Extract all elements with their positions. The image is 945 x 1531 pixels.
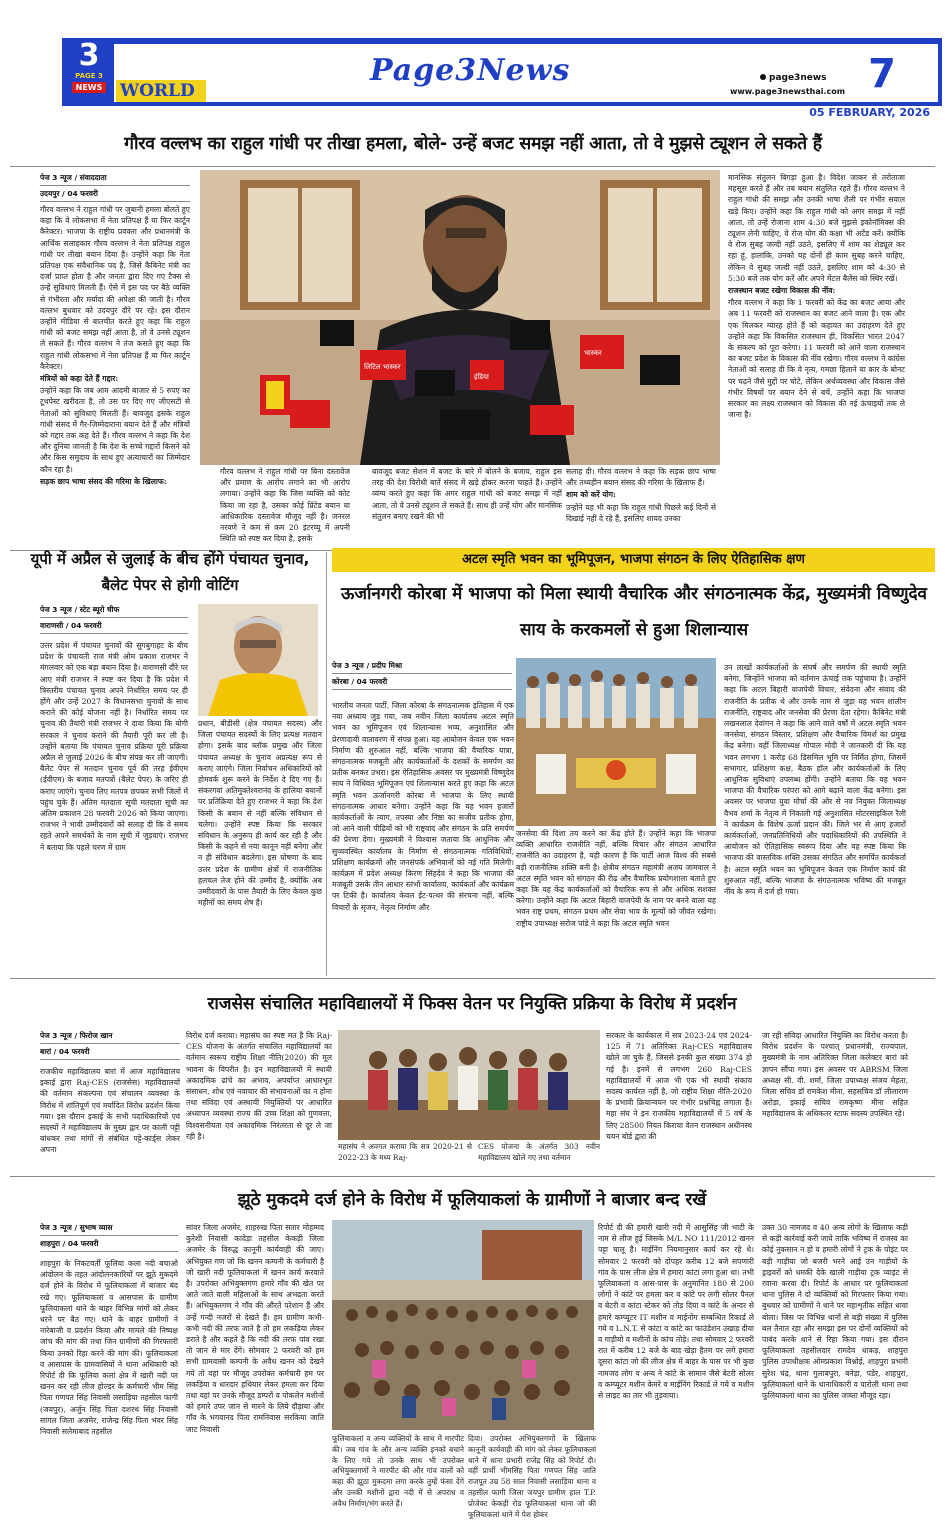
section-label — [116, 80, 206, 102]
mic-label-1: लिटिल भास्कर — [364, 363, 401, 371]
story5-byline-box — [40, 1222, 178, 1254]
story1-body-col2: गौरव वल्लभ ने राहुल गांधी पर बिना दस्तावेज और प्रमाण के आरोप लगाने का भी आरोप लगाया। उन्होंने कहा कि जिस व्यक्ति को कोट किया जा रहा है, उसका कोई प्रिंटेड बयान या आधिकारिक दस्तावेज मौजूद नहीं है। जनरल नरवणे ने कम से कम 20 इंटरव्यू में अपनी स्थिति को स्पष्ट कर दिया है, इसके — [220, 467, 350, 544]
logo-numeral: 3 — [78, 38, 100, 73]
story3-kicker-text: अटल स्मृति भवन का भूमिपूजन, भाजपा संगठन के लिए ऐतिहासिक क्षण — [462, 552, 805, 567]
story1-body-col5 — [728, 172, 905, 544]
story5-byline: पेज 3 न्यूज / सुभाष व्यास — [40, 1223, 113, 1232]
story1-body-col3: बावजूद बजट सेशन में बजट के बारे में बोलने के बजाय, राहुल इस तरह की देश विरोधी बातें संसद में खड़े होकर करना चाहते हैं। उन्होंने व्यंग्य करते हुए कहा कि अगर राहुल गांधी को बजट समझ में नहीं आता, तो वे उनसे ट्यूशन ले सकते हैं। साथ ही उन्हें योग और मानसिक संतुलन बनाए रखने की भी — [372, 467, 562, 521]
logo-news: NEWS — [72, 82, 106, 93]
window-right — [600, 180, 710, 310]
story1-para1: गौरव वल्लभ ने राहुल गांधी पर जुबानी हमला बोलते हुए कहा कि वे लोकसभा में नेता प्रतिपक्ष हैं या फिर कार्टून कैरेक्टर। भाजपा के राष्ट्रीय प्रवक्ता और प्रधानमंत्री के आर्थिक सलाहकार गौरव वल्लभ ने नेता प्रतिपक्ष राहुल गांधी पर तीखा बयान दिया है। उन्होंने कहा कि नेता प्रतिपक्ष एक संवैधानिक पद है, जिसे कैबिनेट मंत्री का दर्जा प्राप्त होता है और जनता द्वारा दिए गए टैक्स से उन्हें सुविधाएं मिलती हैं। ऐसे में इस पद पर बैठे व्यक्ति से गंभीरता और मर्यादा की अपेक्षा की जाती है। गौरव वल्लभ बुधवार को उदयपुर दौरे पर रहे। इस दौरान उन्होंने मीडिया से बातचीत करते हुए कहा कि राहुल गांधी को बजट समझ नहीं आता है, तो वे उनसे ट्यूशन ले सकते हैं। गौरव वल्लभ ने तंज कसते हुए कहा कि राहुल गांधी लोकसभा में नेता प्रतिपक्ष हैं या फिर कार्टून कैरेक्टर। — [40, 205, 190, 371]
story3-dateline: कोरबा / 04 फरवरी — [332, 677, 388, 686]
story5-body-col4: उक्त 30 नामजद व 40 अन्य लोगो के खिलाफ कड़ी से कड़ी कार्रवाई करी जाये ताकि भविष्य में राजस्व का कोई नुकसान न हो व हमारी लोगों ने ट्रक के पोइंट पर बड़ी गाड़ीया जो बजरी भरने आई उन गाड़ीयों के ड्राइवरों को धमकी देके खाली गाड़ीया ट्रक प्वाइंट से रवाना करवा दी। रिपोर्ट के आधार पर फूलियाकलां थाना पुलिस ने दो व्यक्तियों को गिरफ्तार किया गया। बुधवार को ग्रामीणों ने थाने पर महाशृतीक सहित धावा बोला। जिस पर विभिन्न थानों से बड़ी संख्या में पुलिस बल तैनात रहा और समझा इस पर दोनों व्यक्तियों को पाबंद करके थाने से रिहा किया गया। इस दौरान फूलियाकलां तहसीलदार रामदेव धाकड़, शाहपुरा पुलिस उपाधीक्षक ओमप्रकाश विश्नोई, शाहपुरा प्रभारी सुरेश चंद्र, थाना गुलाबपुरा, बनेड़ा, पंडेर, शाहपुरा, फूलियाकलां थाने के थानाधिकारी व पारोली थाना तथा फूलियाकलां थाना का पुलिस जाब्ता मौजूद रहा। — [762, 1223, 908, 1401]
story1-dateline: उदयपुर / 04 फरवरी — [40, 189, 98, 198]
story2-headline[interactable] — [20, 546, 320, 602]
story4-photo-svg — [338, 1030, 600, 1140]
story1-para2: उन्होंने कहा कि जब आम आदमी बाजार से 5 रुपए का टूथपेस्ट खरीदता है, तो उस पर दिए गए जीएसटी से नेताओं को सुविधाएं मिलती हैं। बावजूद इसके राहुल गांधी संसद में गैर-जिम्मेदाराना बयान देते हैं और मंत्रियों को गद्दार तक कह देते हैं। गौरव वल्लभ ने कहा कि देश और दुनिया जानती है कि देश के सच्चे गद्दारों किसने को और किस समुदाय के साथ हुए अत्याचारों का जिम्मेदार कौन रहा है। — [40, 386, 190, 474]
story3-photo — [516, 658, 716, 826]
mic-label-2: इंडिया — [474, 373, 489, 381]
story1-para4: सलाह दी। गौरव वल्लभ ने कहा कि सड़क छाप भाषा और तथ्यहीन बयान संसद की गरिमा के खिलाफ हैं। — [566, 467, 716, 488]
story1-body-col1 — [40, 204, 190, 544]
masthead — [0, 0, 945, 122]
vertical-divider-1 — [326, 552, 327, 976]
story4-headline[interactable]: राजसेस संचालित महाविद्यालयों में फिक्स वेतन पर नियुक्ति प्रक्रिया के विरोध में प्रदर्शन — [207, 994, 737, 1014]
story1-col4 — [566, 466, 716, 546]
story2-byline: पेज 3 न्यूज / स्टेट ब्यूरो चीफ — [40, 605, 120, 614]
story3-body-col3: उन लाखों कार्यकर्ताओं के संघर्ष और समर्पण की स्थायी स्मृति बनेगा, जिन्होंने भाजपा को वर्तमान ऊंचाई तक पहुंचाया है। उन्होंने कहा कि अटल बिहारी वाजपेयी विचार, संवेदना और संवाद की राजनीति के प्रतीक थे और उनके नाम से जुड़ा यह भवन शालीन राजनीति, राष्ट्रवाद और जनसेवा की प्रेरणा देता रहेगा। कैबिनेट मंत्री लखनलाल देवांगन ने कहा कि आने वाले वर्षों में अटल स्मृति भवन जनसेवा, संगठन विस्तार, प्रशिक्षण और वैचारिक विमर्श का प्रमुख केंद्र बनेगा। वहीं जिलाध्यक्ष गोपाल मोदी ने जानकारी दी कि यह भवन लगभग 1 करोड़ 68 डिसमिल भूमि पर निर्मित होगा, जिसमें सभागार, प्रशिक्षण कक्ष, बैठक हॉल और कार्यकर्ताओं के लिए आधुनिक सुविधाएं उपलब्ध होंगी। उन्होंने बताया कि यह भवन भाजपा की वैचारिक परंपरा को आगे बढ़ाने वाला केंद्र बनेगा। इस अवसर पर भाजपा युवा मोर्चा की ओर से नव नियुक्त जिलाध्यक्ष वैभव शर्मा के नेतृत्व में निकाली गई अनुशासित मोटरसाइकिल रैली ने कार्यक्रम के विशेष ऊर्जा प्रदान की। जिले भर से आए हजारों कार्यकर्ताओं, जनप्रतिनिधियों और पदाधिकारियों की उपस्थिति ने आयोजन को ऐतिहासिक स्वरूप दिया और यह स्पष्ट किया कि भाजपा की वास्तविक शक्ति उसका संगठित और समर्पित कार्यकर्ता है। अटल स्मृति भवन का भूमिपूजन केवल एक निर्माण कार्य की शुरुआत नहीं, बल्कि भाजपा के संगठनात्मक भविष्य की मजबूत नींव के रूप में दर्ज हो गया। — [724, 663, 906, 897]
story1-byline — [40, 172, 190, 202]
story1-para4b: उन्होंने यह भी कहा कि राहुल गांधी पिछले कई दिनों से दिखाई नहीं दे रहे हैं, इसलिए शायद उनका — [566, 502, 716, 523]
story1-sub1: मंत्रियों को कहा देते हैं गद्दार: — [40, 374, 119, 384]
story3-body-col1: भारतीय जनता पार्टी, जिला कोरबा के संगठनात्मक इतिहास में एक नया अध्याय जुड़ गया, जब नवीन जिला कार्यालय अटल स्मृति भवन का भूमिपूजन एवं शिलान्यास भव्य, अनुशासित और प्रेरणादायी वातावरण में संपन्न हुआ। यह आयोजन केवल एक भवन निर्माण की शुरुआत नहीं, बल्कि भाजपा की वैचारिक यात्रा, संगठनात्मक मजबूती और कार्यकर्ताओं के दशकों के समर्पण का प्रतीक बनकर उभरा। इस ऐतिहासिक अवसर पर मुख्यमंत्री विष्णुदेव साय ने विधिवत भूमिपूजन एवं शिलान्यास करते हुए कहा कि अटल स्मृति भवन ऊर्जानगरी कोरबा में भाजपा के लिए स्थायी संगठनात्मक आधार बनेगा। उन्होंने कहा कि यह भवन हजारों कार्यकर्ताओं के त्याग, तपस्या और निष्ठा का सजीव प्रतीक होगा, जो आने वाली पीढ़ियों को भी राष्ट्रवाद और संगठन के प्रति समर्पण की प्रेरणा देगा। मुख्यमंत्री ने विश्वास जताया कि आधुनिक और सुव्यवस्थित कार्यालय के निर्माण से संगठनात्मक गतिविधियों, प्रशिक्षण कार्यक्रमों और जनसंपर्क अभियानों को नई गति मिलेगी। कार्यक्रम में प्रदेश अध्यक्ष किरण सिंहदेव ने कहा कि भाजपा की मजबूती उसके तीन आधार स्तंभों कार्यालय, कार्यकर्ता और कार्यक्रम पर टिकी है। कार्यालय केवल ईंट-पत्थर की संरचना नहीं, बल्कि विचारों के सृजन, नेतृत्व निर्माण और — [332, 701, 514, 912]
story4-caption1: महासंघ ने अवगत कराया कि सत्र 2020-21 से 2022-23 के मध्य Raj- — [338, 1142, 472, 1162]
story3-headline[interactable] — [334, 576, 934, 652]
story1-body-col4 — [566, 466, 716, 546]
story1-sub2: सड़क छाप भाषा संसद की गरिमा के खिलाफ: — [40, 476, 167, 486]
logo-page3: PAGE 3 — [75, 72, 103, 80]
section-label-text: WORLD — [120, 81, 195, 101]
story3-byline: पेज 3 न्यूज / प्रदीप मिश्रा — [332, 661, 403, 670]
story3-kicker[interactable] — [332, 548, 935, 572]
story1-photo-svg — [200, 170, 720, 465]
story1-para5: मानसिक संतुलन बिगड़ा हुआ है। विदेश जाकर से तरोताजा महसूस करते हैं और तब बयान संतुलित रहते हैं। गौरव वल्लभ ने राहुल गांधी की समझ और उनकी भाषा शैली पर गंभीर सवाल खड़े किए। उन्होंने कहा कि राहुल गांधी को अगर समझ में नहीं आता, तो उन्हें रोजाना शाम 4:30 बजे मुझसे इकोनॉमिक्स की ट्यूशन लेनी चाहिए, वे रोज योग की कक्षा भी अटेंड करें। क्योंकि वे रोज सुबह जल्दी नहीं उठते, इसलिए में शाम का शेड्यूल कर रहा हूं, हालांकि, उनको यह दोनों ही काम सुबह करने चाहिए, लेकिन वे सुबह जल्दी नहीं उठते, इसलिए शाम को 4:30 से 5:30 बजे तक योग करें और अपने मेंटल बैलेंस को स्थिर रखें। — [728, 173, 905, 283]
story5-body-col1: शाहपुरा के निकटवर्ती फूलिया कला नदी बचाओ आंदोलन के तहत आंदोलनकारियों पर झूठे मुकदमे दर्ज होने के विरोध में फूलियाकलां में बाजार बंद रखे गए। फूलियाकलां व आसपास के ग्रामीण फूलियाकलां थाने के बाहर विभिन्न मांगों को लेकर धरने पर बैठ गए। थाने के बाहर ग्रामीणों ने नारेबाजी व प्रदर्शन किया और मामले की निष्पक्ष जांच की मांग की तथा जिन ग्रामीणों की गिरफ्तारी किया उनको रिहा करने की मांग की। फूलियाकलां व आसपास के ग्रामवासियों ने थाना अधिकारी को रिपोर्ट दी कि फूलिया कलां क्षेत्र में खारी नदी पर खनन कर रही लीज होल्डर के कर्मचारी भीम सिंह पिता गणपत सिंह निवासी लसाड़िया तहसील फागी (जयपुर), अर्जुन सिंह पिता दशरथ सिंह निवासी सांगल जिला अजमेर, राजेन्द्र सिंह पिता भंवर सिंह निवासी सलेमाबाद तहसील — [40, 1259, 178, 1437]
story2-caption: प्रधान, बीडीसी (क्षेत्र पंचायत सदस्य) और जिला पंचायत सदस्यों के लिए प्रत्यक्ष मतदान होगा। इसके बाद ब्लॉक प्रमुख और जिला पंचायत अध्यक्ष के चुनाव अप्रत्यक्ष रूप से कराए जाएंगे। जिला निर्वाचन अधिकारियों को होमवर्क शुरू करने के निर्देश दे दिए गए हैं। संकरगवां अतिमुक्तेश्वरानंद के हालिया बयानों पर प्रतिक्रिया देते हुए राजभर ने कहा कि देश किसी के बयान से नहीं बल्कि संविधान से चलेगा। उन्होंने स्पष्ट किया कि सरकार संविधान के अनुरूप ही कार्य कर रही है और किसी के कहने से नया कानून नहीं बनेगा और न ही संविधान बदलेगा। इस घोषणा के बाद उत्तर प्रदेश के ग्रामीण क्षेत्रों में राजनीतिक हलचल तेज होने की उम्मीद है, क्योंकि अब उम्मीदवारों के पास तैयारी के लिए केवल कुछ महीनों का समय शेष है। — [198, 719, 322, 908]
story5-headline[interactable]: झूठे मुकदमे दर्ज होने के विरोध में फूलियाकलां के ग्रामीणों ने बाजार बन्द रखें — [237, 1190, 707, 1210]
website-url[interactable]: www.page3newsthai.com — [730, 87, 846, 96]
story5-photo-svg — [332, 1220, 594, 1430]
story5-caption1: फूलियाकलां व अन्य व्यक्तियों के साथ में मारपीट की। जब गांव के और अन्य व्यक्ति इनको बचाने के लिए गये तो उनके साथ भी उपरोक्त अभियुक्तगणों ने मारपीट की और गांव वालों को कहा की झूठा मुकदमा लगा करके तुम्हें फंसा देंगे और उनकी मशीनों द्वारा नदी में से अपराध व अवैध निर्माण/भंग करते हैं। — [332, 1434, 464, 1508]
story2-byline-box — [40, 604, 188, 636]
story5-dateline: शाहपुरा / 04 फरवरी — [40, 1239, 99, 1248]
issue-date: 05 FEBRUARY, 2026 — [809, 106, 930, 119]
story4-byline: पेज 3 न्यूज / फिरोज खान — [40, 1031, 113, 1040]
divider-2 — [10, 978, 935, 979]
story3-headline-text: ऊर्जानगरी कोरबा में भाजपा को मिला स्थायी वैचारिक और संगठनात्मक केंद्र, मुख्यमंत्री विष्णुदेव साय के करकमलों से हुआ शिलान्यास — [341, 584, 927, 640]
story2-photo — [198, 604, 318, 716]
story1-rule — [10, 166, 935, 167]
story4-body-col1: राजकीय महाविद्यालय बारां में आज महाविद्यालय इकाई द्वारा Raj-CES (राजसेस) महाविद्यालयों की वर्तमान संकल्पना एवं संचालन व्यवस्था के विरोध में शांतिपूर्ण एवं मर्यादित विरोध प्रदर्शन किया गया। इस दौरान इकाई के सभी पदाधिकारियों एवं सदस्यों ने महाविद्यालय के मुख्य द्वार पर काली पट्टी बांधकर तथा मांगों से संबंधित पट्टे-कार्ड्स लेकर अपना — [40, 1067, 180, 1155]
story4-body-col4: जा रही संविदा आधारित नियुक्ति का विरोध करता है। विरोध प्रदर्शन के पश्चात् प्रधानमंत्री, राज्यपाल, मुख्यमंत्री के नाम अतिरिक्त जिला कलेक्टर बारां को ज्ञापन सौंपा गया। इस अवसर पर ABRSM जिला अध्यक्ष सी. वी. शर्मा, जिला उपाध्यक्ष संजय मेहता, जिला सचिव डॉ रामकेश मीना, सहसचिव डॉ लीलाराम अरोड़ा, इकाई सचिव रामकृष्ण मीना सहित महाविद्यालय के अधिकतर स्टाफ सदस्य उपस्थित रहे। — [762, 1031, 908, 1119]
story4-body-col3: सरकार के कार्यकाल में सत्र 2023-24 एवं 2024-125 में 71 अतिरिक्त Raj-CES महाविद्यालय खोले जा चुके हैं, जिससे इनकी कुल संख्या 374 हो गई है। इनमें से लगभग 260 Raj-CES महाविद्यालयों में आज भी एक भी स्थायी संकाय सदस्य कार्यरत नहीं है, जो राष्ट्रीय शिक्षा नीति-2020 के प्रभावी क्रियान्वयन पर गंभीर प्रश्नचिह्न लगाता है। महा संघ ने इन राजकीय महाविद्यालयों में 5 वर्ष के लिए 28500 नियत किराया वेतन राजस्थान अधीनस्थ चयन बोर्ड द्वारा की — [606, 1031, 752, 1141]
frame-picture-inner — [266, 381, 284, 409]
story1-para5b: गौरव वल्लभ ने कहा कि 1 फरवरी को केंद्र का बजट आया और अब 11 फरवरी को राजस्थान का बजट आने वाला है। एक और एक मिलकर ग्यारह होते हैं को कहावत का उदाहरण देते हुए उन्होंने कहा कि विकसित राजस्थान ही, विकसित भारत 2047 के संकल्प को पूरा करेगा। 11 फरवरी को आने वाला राजस्थान का बजट प्रदेश के विकास की नींव रखेगा। गौरव वल्लभ ने कांग्रेस नेताओं को सलाह दी कि वे नृत्य, गमछा हिलाने या कार के बोनट पर चढ़ने जैसे मुद्दों पर चोटें, लेकिन अर्थव्यवस्था और विकास जैसे गंभीर विषयों पर बयान देने से बचें, उन्होंने कहा कि भाजपा सरकार का लक्ष्य राजस्थान को विकास की नई ऊंचाइयों तक ले जाना है। — [728, 298, 905, 420]
story5-caption2: दिया। उपरोक्त अभियुक्तगणों के खिलाफ कानूनी कार्यवाही की मांग को लेकर फूलियाकलां थाने में थाना प्रभारी राजेंद्र सिंह को रिपोर्ट दी। वहीं प्रार्थी भीमसिंह पिता गणपत सिंह जाति राजपूत उम्र 58 साल निवासी लसाड़िया थाना व तहसील फागी जिला जयपुर ग्रामीण हाल T.P. प्रोजेक्ट केकड़ी रोड फूलियाकलां थाना जो की फूलियाकलां थाने में पेश होकर — [468, 1434, 596, 1519]
story5-body-col2: सांवर जिला अजमेर, शाहरुख पिता सतार मोहम्मद कुरेशी निवासी कादेड़ा तहसील केकड़ी जिला अजमेर के विरुद्ध कानूनी कार्यवाही की जाए। अभियुक्त गण जो कि खनन कम्पनी के कर्मचारी है जो खारी नदी फूलियाकलां में खनन कार्य करवाते है। उपरोक्त अभियुक्तगण हमारे गाँव की खेत पर आते जाते वाली महिलाओं के साथ अभद्रता करते हैं। अभियुक्तगण ने गाँव की औरतें परेशान हैं और उन्हें गन्दी नजरों से देखते हैं। हम ग्रामीण कभी-कभी नदी की तरफ जाते है तो हम लकड़िया लेकर डराते है और कहते है कि नदी की तरफ पांव रखा तो जान से मार देंगे। सोमवार 2 फरवरी को हम सभी ग्रामवासी कम्पनी के अवैध खनन को देखने गये तो वहां पर मौजूद उपरोक्त कर्मचारी हम पर लकड़िया व धारदार हथियार लेकर हमला कर दिया तथा वहां पर उनके मौजूद डम्परों व पोकलेन मशीनों को हमारे उपर जान से मारने के लिये दौड़ाया और गाँव के भगवानद पिता रामनिवास सरकिया जाति जाट निवासी — [186, 1223, 324, 1434]
story3-byline-box — [332, 660, 512, 692]
story3-photo-svg — [516, 658, 716, 826]
window-left — [240, 180, 360, 310]
story4-photo — [338, 1030, 600, 1140]
story2-photo-svg — [198, 604, 318, 716]
story1-photo — [200, 170, 720, 465]
story2-headline-text: यूपी में अप्रैल से जुलाई के बीच होंगे पंचायत चुनाव, बैलेट पेपर से होगी वोटिंग — [30, 550, 310, 594]
story4-byline-box — [40, 1030, 180, 1062]
story1-byline-text: पेज 3 न्यूज / संवाददाता — [40, 173, 107, 182]
social-handle-text: page3news — [769, 73, 827, 83]
mic-label-3: भास्कर — [584, 349, 602, 357]
story1-headline[interactable]: गौरव वल्लभ का राहुल गांधी पर तीखा हमला, बोले- उन्हें बजट समझ नहीं आता, तो वे मुझसे ट्यूशन ले सकते हैं — [124, 134, 822, 154]
story1-sub3: शाम को करें योग: — [566, 490, 616, 500]
page3-logo[interactable] — [64, 40, 114, 104]
story1-col5 — [728, 172, 905, 544]
story3-body-col2: जनसेवा की दिशा तय करने का केंद्र होते हैं। उन्होंने कहा कि भाजपा व्यक्ति आधारित राजनीति नहीं, बल्कि विचार और संगठन आधारित राजनीति का उदाहरण है, यही कारण है कि पार्टी आज विश्व की सबसे बड़ी राजनीतिक शक्ति बनी है। क्षेत्रीय संगठन महामंत्री अजय जामवाल ने अटल स्मृति भवन को संगठन की रीढ़ और वैचारिक प्रयोगशाला बताते हुए कहा कि यह केंद्र कार्यकर्ताओं को वैचारिक रूप से और अधिक सशक्त करेगा। उन्होंने कहा कि अटल बिहारी वाजपेयी के नाम पर बनने वाला यह भवन राष्ट्र प्रथम, संगठन प्रथम और सेवा भाव के मूल्यों को जीवंत रखेगा। राष्ट्रीय उपाध्यक्ष सरोज पांडे ने कहा कि अटल स्मृति भवन — [516, 829, 716, 928]
story4-dateline: बारां / 04 फरवरी — [40, 1047, 90, 1056]
story5-photo — [332, 1220, 594, 1430]
divider-3 — [10, 1176, 935, 1177]
story5-body-col3: रिपोर्ट दी की हमारी खारी नदी में आसुसिंह जी भाटी के नाम से लीज हुई जिसके M/L NO 111/2012 खनन पट्टा चालू है। माईनिंग नियमानुसार कार्य कर रहे थे। सोमवार 2 फरवरी को दोपहर करीब 12 बजे सपणारी गांव के पास लीज क्षेत्र में हमारा कांटा लगा हुआ था। तभी फूलियाकलां व आस-पास के अनुमानित 180 से 200 लोगों ने कांटे पर हमला कर व कांटे पर लगी सोलर पैनल व बेटरी व कांटा स्टेकर को तोड़ दिया व कांटे के अन्दर से हमारे कम्प्यूटर IT मशीन व माईनोंग सम्बन्धित रिकार्ड ले गये व L.N.T. से कांटा व कांटे का फाउंडेशन उखाड़ दीया व गाड़ीयो व मशीनों के कांच तोड़े। तथा सोमवार 2 फरवरी रात में करीब 12 बजे के बाद खेड़ा हैतम पर लगे हमारा दूसरा कांटा जो की लीज क्षेत्र में बाहर के पास पर भी कुछ नामजद लोग व अन्य ने कांटे के सामान जैसे बेटरी सोलर व कम्प्यूटर मशीन केमरे व माईनिंग रिकार्ड ले गये व मशीन से लाइट का तार भी तुड़वाया। — [598, 1223, 754, 1401]
story4-body-col2: विरोध दर्ज कराया। महासंघ का स्पष्ट मत है कि Raj-CES योजना के अंतर्गत संचालित महाविद्यालयों का वर्तमान स्वरूप राष्ट्रीय शिक्षा नीति(2020) की मूल भावना के विपरीत है। इन महाविद्यालयों में स्थायी अकादमिक ढांचे का अभाव, अपर्याप्त आधारभूत संसाधन, शोध एवं नवाचार की संभावनाओं का न होना तथा संविदा एवं अस्थायी नियुक्तियों पर आधारित अध्यापन व्यवस्था राज्य की उच्च शिक्षा को गुणवत्ता, विश्वसनीयता एवं अकादमिक निरंतरता से दूर ले जा रही है। — [186, 1031, 332, 1141]
social-dot-icon — [760, 74, 766, 80]
story1-col1 — [40, 172, 190, 550]
page-number: 7 — [868, 51, 896, 97]
social-handle[interactable] — [760, 72, 860, 84]
story2-body-col1: उत्तर प्रदेश में पंचायत चुनावों की सुगबुगाहट के बीच प्रदेश के पंचायती राज मंत्री ओम प्रकाश राजभर ने मंगलवार को एक बड़ा बयान दिया है। वाराणसी दौरे पर आए मंत्री राजभर ने स्पष्ट कर दिया है कि प्रदेश में त्रिस्तरीय पंचायत चुनाव अपने निर्धारित समय पर ही होंगे और उन्हें 2027 के विधानसभा चुनावों के साथ कराने की कोई योजना नहीं है। निर्धारित समय पर चुनाव की तैयारी मंत्री राजभर ने दावा किया कि योगी सरकार ने चुनाव कराने की तैयारी पूरी कर ली है। उन्होंने बताया कि पंचायत चुनाव प्रक्रिया पूरी प्रक्रिया अप्रैल से जुलाई 2026 के बीच संपन्न कर ली जाएगी। बैलेट पेपर से मतदान चुनाव पूर्व की तरह ईवीएम (ईवीएम) के बजाय मतपत्रों (बैलेट पेपर) के जरिए ही कराए जाएंगे। चुनाव लिए मतपत्र छपकर सभी जिलों में पहुंच चुके हैं। अंतिम मतदाता सूची मतदाता सूची का अंतिम प्रकाशन 28 फरवरी 2026 को किया जाएगा। राजभर ने भावी उम्मीदवारों को सलाह दी कि वे समय रहते अपने समर्थकों के नाम सूची में जुड़वाएं। राजभर ने बताया कि पहले चरण में ग्राम — [40, 641, 188, 852]
newspaper-title: Page3News — [370, 53, 571, 88]
story1-sub4: राजस्थान बजट रखेगा विकास की नींव: — [728, 286, 836, 296]
story4-caption2: CES योजना के अंतर्गत 303 नवीन महाविद्यालय खोले गए तथा वर्तमान — [478, 1142, 600, 1162]
story2-dateline: वाराणसी / 04 फरवरी — [40, 621, 102, 630]
